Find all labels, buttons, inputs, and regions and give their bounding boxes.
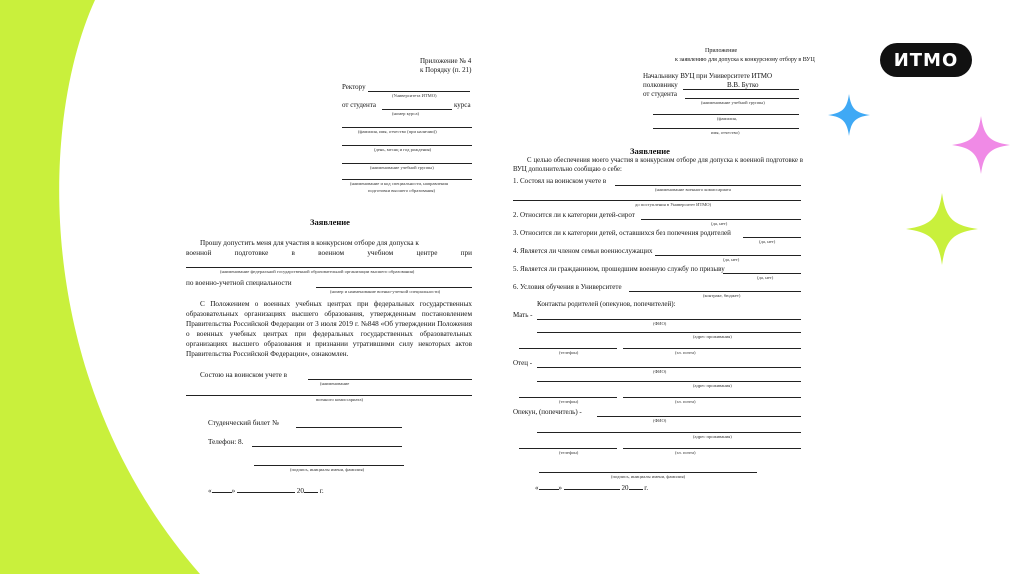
itmo-logo: ИТМО <box>880 43 972 77</box>
student-group-line[interactable] <box>685 98 799 99</box>
caption-item-3: (да, нет) <box>759 239 776 244</box>
course-line[interactable] <box>382 109 452 110</box>
caption-father-fio: (ФИО) <box>653 369 667 374</box>
appendix-title: Приложение <box>705 48 738 54</box>
item-4-label: 4. Является ли членом семьи военнослужащих <box>513 247 653 255</box>
pink-star-icon <box>952 116 1010 174</box>
head-line-1: Начальнику ВУЦ при Университете ИТМО <box>643 72 773 80</box>
year-prefix: 20 <box>296 487 304 495</box>
org-line[interactable] <box>186 267 472 268</box>
item-5-label: 5. Является ли гражданином, прошедшим военную службу по призыву <box>513 265 725 273</box>
signature-line[interactable] <box>539 472 757 473</box>
request-line-1: Прошу допустить меня для участия в конкурсном отборе для допуска к <box>200 239 419 247</box>
father-label: Отец - <box>513 359 533 367</box>
request-line-2 <box>186 249 472 258</box>
guardian-email-line[interactable] <box>623 448 801 449</box>
rector-label: Ректору <box>342 83 366 91</box>
word: в <box>291 249 295 257</box>
blue-star-icon <box>828 94 870 136</box>
caption-item-4: (да, нет) <box>723 257 740 262</box>
father-phone-line[interactable] <box>519 397 617 398</box>
item-1-line[interactable] <box>615 185 801 186</box>
right-doc-title: Заявление <box>630 146 670 156</box>
head-name: В.В. Бутко <box>727 81 759 89</box>
appendix-number: Приложение № 4 <box>420 57 472 65</box>
date-row <box>208 487 324 496</box>
date-quote-close: » <box>558 484 562 492</box>
month-blank[interactable] <box>564 489 620 490</box>
item-1-line-2[interactable] <box>513 200 801 201</box>
item-4-line[interactable] <box>655 255 801 256</box>
date-quote-close: » <box>231 487 236 495</box>
caption-vus: (номер и наименование военно-учетной специальности) <box>330 289 441 294</box>
caption-specialty-2: подготовки высшего образования) <box>368 188 436 193</box>
mother-phone-line[interactable] <box>519 348 617 349</box>
father-fio-line[interactable] <box>537 367 801 368</box>
caption-item-2: (да, нет) <box>711 221 728 226</box>
caption-father-address: (адрес проживания) <box>693 383 732 388</box>
military-registration-line[interactable] <box>308 379 472 380</box>
item-6-label: 6. Условия обучения в Университете <box>513 283 622 291</box>
caption-mother-email: (эл. почта) <box>675 350 696 355</box>
caption-mother-address: (адрес проживания) <box>693 334 732 339</box>
group-line[interactable] <box>342 163 472 164</box>
specialty-line[interactable] <box>342 179 472 180</box>
caption-dob: (день, месяц и год рождения) <box>374 147 432 152</box>
caption-signature: (подпись, инициалы имени, фамилия) <box>611 474 686 479</box>
contacts-heading: Контакты родителей (опекунов, попечителей): <box>537 300 676 308</box>
month-blank[interactable] <box>237 492 295 493</box>
word: подготовке <box>234 249 269 257</box>
green-star-icon <box>906 193 978 265</box>
day-blank[interactable] <box>539 489 559 490</box>
guardian-address-line[interactable] <box>537 432 801 433</box>
name-line[interactable] <box>653 128 799 129</box>
item-3-line[interactable] <box>743 237 801 238</box>
caption-name: (наименование <box>320 381 350 386</box>
word: центре <box>416 249 438 257</box>
caption-org: (наименование федеральной государственной образовательной организации высшего образования) <box>220 269 415 274</box>
item-3-label: 3. Относится ли к категории детей, оставшихся без попечения родителей <box>513 229 731 237</box>
dob-line[interactable] <box>342 145 472 146</box>
caption-guardian-address: (адрес проживания) <box>693 434 732 439</box>
caption-item-1b: до поступления в Университет ИТМО) <box>635 202 712 207</box>
guardian-fio-line[interactable] <box>597 416 801 417</box>
caption-item-1: (наименование военного комиссариата <box>655 187 731 192</box>
item-2-label: 2. Относится ли к категории детей-сирот <box>513 211 635 219</box>
word: учебном <box>367 249 394 257</box>
appendix-ref: к Порядку (п. 21) <box>420 66 472 74</box>
commissariat-line[interactable] <box>186 395 472 396</box>
application-appendix-right <box>505 48 815 518</box>
item-5-line[interactable] <box>723 273 801 274</box>
year-blank[interactable] <box>629 489 643 490</box>
date-quote-open: « <box>535 484 539 492</box>
mother-address-line[interactable] <box>537 332 801 333</box>
word: военном <box>318 249 345 257</box>
caption-item-6: (контракт, бюджет) <box>703 293 741 298</box>
intro-paragraph: С целью обеспечения моего участия в конкурсном отборе для допуска к военной подготовке в ВУЦ дополнительно сообщаю о себе: <box>513 157 803 173</box>
military-registration-label: Состою на воинском учете в <box>200 371 288 379</box>
signature-line[interactable] <box>254 465 404 466</box>
word: военной <box>186 249 212 257</box>
year-prefix: 20 <box>621 484 629 492</box>
caption-signature: (подпись, инициалы имени, фамилия) <box>290 467 365 472</box>
acknowledgement-paragraph: С Положением о военных учебных центрах при федеральных государственных образовательных организациях высшего образования, утвержденным постановлением Правительства Российской Федерации от 3 июля 2019 г. №848 «Об утверждении Положения о военных учебных центрах при федеральных государственных образовательных организациях высшего образования и признании утратившими силу некоторых актов Правительства Российской Федерации», ознакомлен. <box>186 300 472 358</box>
father-email-line[interactable] <box>623 397 801 398</box>
caption-guardian-fio: (ФИО) <box>653 418 667 423</box>
caption-group: (наименование учебной группы) <box>701 100 765 105</box>
caption-specialty-1: (наименование и код специальности, направления <box>350 181 448 186</box>
guardian-label: Опекун, (попечитель) - <box>513 408 582 416</box>
from-student-label: от студента <box>342 101 377 109</box>
mother-email-line[interactable] <box>623 348 801 349</box>
caption-group: (наименование учебной группы) <box>370 165 434 170</box>
caption-father-email: (эл. почта) <box>675 399 696 404</box>
head-line-2: полковнику <box>643 81 678 89</box>
application-form-left <box>170 55 490 515</box>
father-address-line[interactable] <box>537 381 801 382</box>
caption-fio: (фамилия, имя, отчество (при наличии)) <box>358 129 437 134</box>
mother-label: Мать - <box>513 311 533 319</box>
course-label: курса <box>454 101 471 109</box>
caption-mother-fio: (ФИО) <box>653 321 667 326</box>
appendix-subtitle: к заявлению для допуска к конкурсному отбору в ВУЦ <box>675 57 815 63</box>
caption-father-phone: (телефон) <box>559 399 579 404</box>
caption-surname: (фамилия, <box>717 116 737 121</box>
student-card-label: Студенческий билет № <box>208 419 279 427</box>
caption-commissariat: военного комиссариата) <box>316 397 364 402</box>
item-1-label: 1. Состоял на воинском учете в <box>513 177 607 185</box>
phone-label: Телефон: 8. <box>208 438 244 446</box>
word: при <box>460 249 472 257</box>
caption-patronymic: имя, отчество) <box>711 130 740 135</box>
item-2-line[interactable] <box>641 219 801 220</box>
phone-line[interactable] <box>252 446 402 447</box>
rector-line[interactable] <box>368 91 470 92</box>
caption-guardian-email: (эл. почта) <box>675 450 696 455</box>
student-card-line[interactable] <box>296 427 402 428</box>
left-doc-title: Заявление <box>310 217 350 227</box>
caption-mother-phone: (телефон) <box>559 350 579 355</box>
from-student-label: от студента <box>643 90 678 98</box>
caption-course: (номер курса) <box>392 111 420 116</box>
caption-university: (Университета ИТМО) <box>392 93 437 98</box>
guardian-phone-line[interactable] <box>519 448 617 449</box>
vus-label: по военно-учетной специальности <box>186 279 292 287</box>
mother-fio-line[interactable] <box>537 319 801 320</box>
date-quote-open: « <box>208 487 212 495</box>
caption-guardian-phone: (телефон) <box>559 450 579 455</box>
date-row <box>535 484 648 492</box>
fio-line[interactable] <box>342 127 472 128</box>
day-blank[interactable] <box>212 492 232 493</box>
year-suffix: г. <box>644 484 649 492</box>
item-6-line[interactable] <box>629 291 801 292</box>
year-blank[interactable] <box>304 492 318 493</box>
year-suffix: г. <box>319 487 324 495</box>
vus-line[interactable] <box>316 287 472 288</box>
caption-item-5: (да, нет) <box>757 275 774 280</box>
surname-line[interactable] <box>653 114 799 115</box>
